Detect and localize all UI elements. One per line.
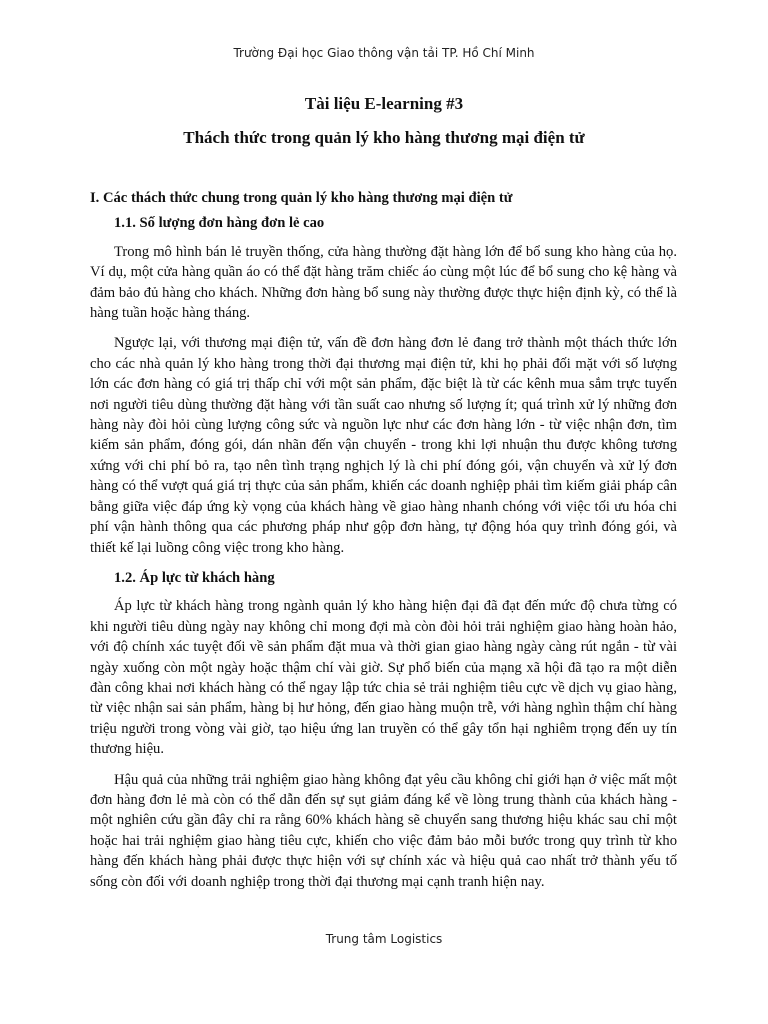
paragraph: Ngược lại, với thương mại điện tử, vấn đề đơn hàng đơn lẻ đang trở thành một thách thức lớn cho các nhà quản lý kho hàng trong thời đại thương mại điện tử, khi họ phải đối mặt với số lượng lớn các đơn hàng có giá trị thấp chỉ với một sản phẩm, đặc biệt là từ các kênh mua sắm trực tuyến nơi người tiêu dùng thường đặt hàng với tần suất cao nhưng số lượng ít; quá trình xử lý những đơn hàng này đòi hỏi cùng lượng công sức và nguồn lực như các đơn hàng lớn - từ việc nhận đơn, tìm kiếm sản phẩm, đóng gói, dán nhãn đến vận chuyển - trong khi lợi nhuận thu được không tương xứng với chi phí bỏ ra, tạo nên tình trạng nghịch lý là chi phí đóng gói, vận chuyển và xử lý đơn hàng có thể vượt quá giá trị thực của sản phẩm, khiến các doanh nghiệp phải tìm kiếm giải pháp cân bằng giữa việc đáp ứng kỳ vọng của khách hàng về giao hàng nhanh chóng với việc tối ưu hóa chi phí vận hành thông qua các phương pháp như gộp đơn hàng, tự động hóa quy trình đóng gói, và thiết kế lại luồng công việc trong kho hàng.: [90, 335, 677, 556]
subsection-heading-1-1: 1.1. Số lượng đơn hàng đơn lẻ cao: [114, 215, 325, 232]
document-title: Tài liệu E-learning #3: [304, 94, 464, 113]
subsection-heading-1-2: 1.2. Áp lực từ khách hàng: [114, 569, 275, 586]
paragraph: Áp lực từ khách hàng trong ngành quản lý kho hàng hiện đại đã đạt đến mức độ chưa từng có khi người tiêu dùng ngày nay không chỉ mong đợi mà còn đòi hỏi trải nghiệm giao hàng hoàn hảo, với độ chính xác tuyệt đối về sản phẩm đặt mua và thời gian giao hàng ngày càng rút ngắn - từ vài ngày xuống còn một ngày hoặc thậm chí vài giờ. Sự phổ biến của mạng xã hội đã tạo ra một diễn đàn công khai nơi khách hàng có thể ngay lập tức chia sẻ trải nghiệm tiêu cực về dịch vụ giao hàng, từ việc nhận sai sản phẩm, hàng bị hư hỏng, đến giao hàng muộn trễ, với hàng nghìn thậm chí hàng triệu người trong vòng vài giờ, tạo hiệu ứng lan truyền có thể gây tổn hại nghiêm trọng đến uy tín thương hiệu.: [90, 598, 677, 758]
section-heading: I. Các thách thức chung trong quản lý kho hàng thương mại điện tử: [90, 190, 513, 206]
page-footer: Trung tâm Logistics: [325, 932, 443, 946]
document-subtitle: Thách thức trong quản lý kho hàng thương mại điện tử: [183, 128, 585, 147]
paragraph: Trong mô hình bán lẻ truyền thống, cửa hàng thường đặt hàng lớn để bổ sung kho hàng của họ. Ví dụ, một cửa hàng quần áo có thể đặt hàng trăm chiếc áo cùng một lúc để bổ sung cho kệ hàng và đảm bảo đủ hàng cho khách. Những đơn hàng bổ sung này thường được thực hiện định kỳ, có thể là hàng tuần hoặc hàng tháng.: [90, 243, 677, 322]
document-body: [90, 188, 677, 902]
paragraph: Hậu quả của những trải nghiệm giao hàng không đạt yêu cầu không chỉ giới hạn ở việc mất một đơn hàng đơn lẻ mà còn có thể dẫn đến sự sụt giảm đáng kể về lòng trung thành của khách hàng - một nghiên cứu gần đây chỉ ra rằng 60% khách hàng sẽ chuyển sang thương hiệu khác sau chỉ một hoặc hai trải nghiệm giao hàng tiêu cực, khiến cho việc đảm bảo mỗi bước trong quy trình từ kho hàng đến khách hàng phải được thực hiện với sự chính xác và hiệu quả cao nhất trở thành yếu tố sống còn đối với doanh nghiệp trong thời đại thương mại cạnh tranh hiện nay.: [90, 771, 677, 890]
page-header: Trường Đại học Giao thông vận tải TP. Hồ Chí Minh: [233, 46, 535, 60]
